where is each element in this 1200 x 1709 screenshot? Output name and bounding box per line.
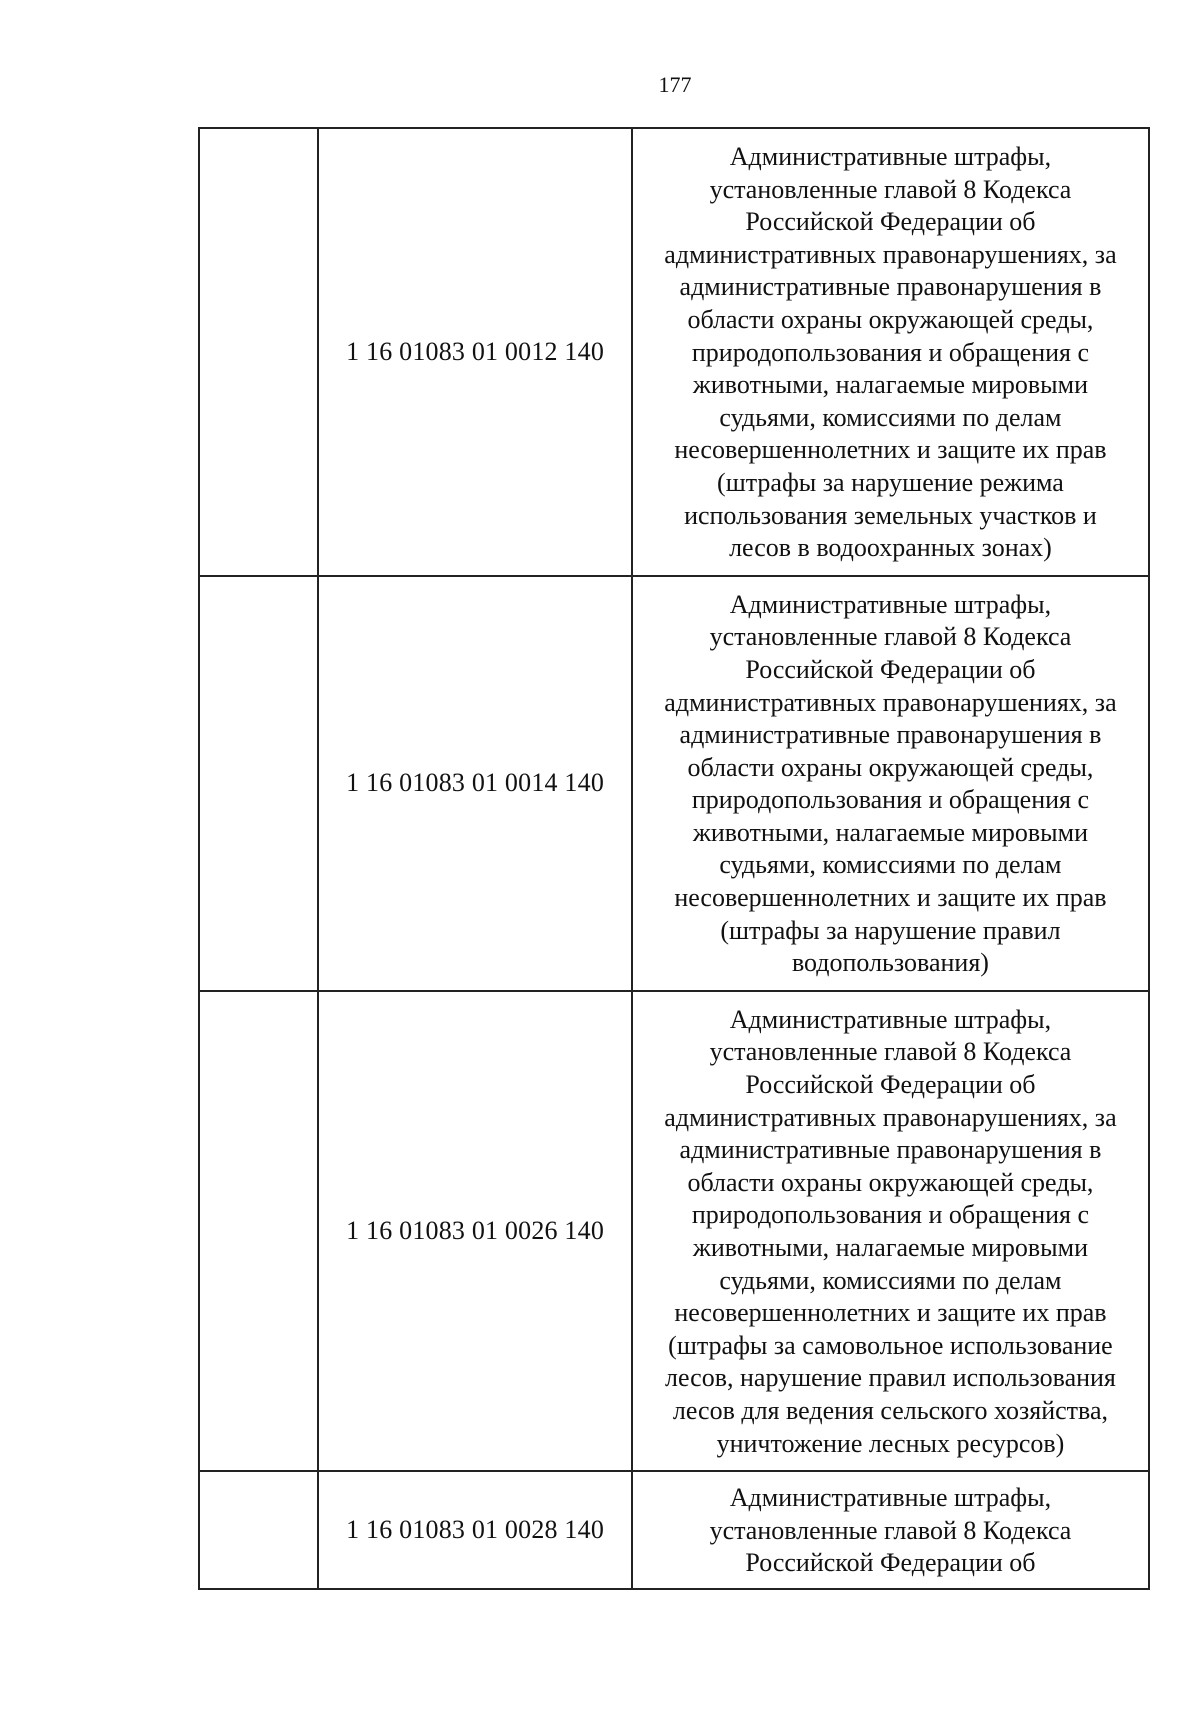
budget-code-cell: 1 16 01083 01 0028 140 [318,1471,632,1589]
description-text: Административные штрафы, установленные главой 8 Кодекса Российской Федерации об административных правонарушениях, за административные правонарушения в области охраны окружающей среды, природопользования и обращения с животными, налагаемые мировыми судьями, комиссиями по делам несовершеннолетних и защите их прав (штрафы за самовольное использование лесов, нарушение правил использования лесов для ведения сельского хозяйства, уничтожение лесных ресурсов) [664,1004,1117,1458]
budget-code-cell: 1 16 01083 01 0026 140 [318,991,632,1471]
admin-code-cell [199,1471,318,1589]
admin-code-cell [199,991,318,1471]
table-row [199,576,1149,991]
admin-code-cell [199,128,318,576]
table-row [199,991,1149,1471]
description-cell [632,1471,1149,1589]
budget-code-table [198,127,1150,1590]
budget-code-cell: 1 16 01083 01 0014 140 [318,576,632,991]
description-text: Административные штрафы, установленные главой 8 Кодекса Российской Федерации об административных правонарушениях, за административные правонарушения в области охраны окружающей среды, природопользования и обращения с животными, налагаемые мировыми судьями, комиссиями по делам несовершеннолетних и защите их прав (штрафы за нарушение правил водопользования) [664,589,1117,978]
description-text: Административные штрафы, установленные главой 8 Кодекса Российской Федерации об административных правонарушениях, за административные правонарушения в области охраны окружающей среды, природопользования и обращения с животными, налагаемые мировыми судьями, комиссиями по делам несовершеннолетних и защите их прав (штрафы за нарушение режима использования земельных участков и лесов в водоохранных зонах) [664,142,1117,563]
table-row [199,128,1149,576]
admin-code-cell [199,576,318,991]
description-cell [632,128,1149,576]
table-row [199,1471,1149,1589]
budget-code-cell: 1 16 01083 01 0012 140 [318,128,632,576]
description-cell [632,576,1149,991]
description-text: Административные штрафы, установленные главой 8 Кодекса Российской Федерации об [709,1483,1072,1578]
page-number: 177 [658,72,692,97]
description-cell [632,991,1149,1471]
